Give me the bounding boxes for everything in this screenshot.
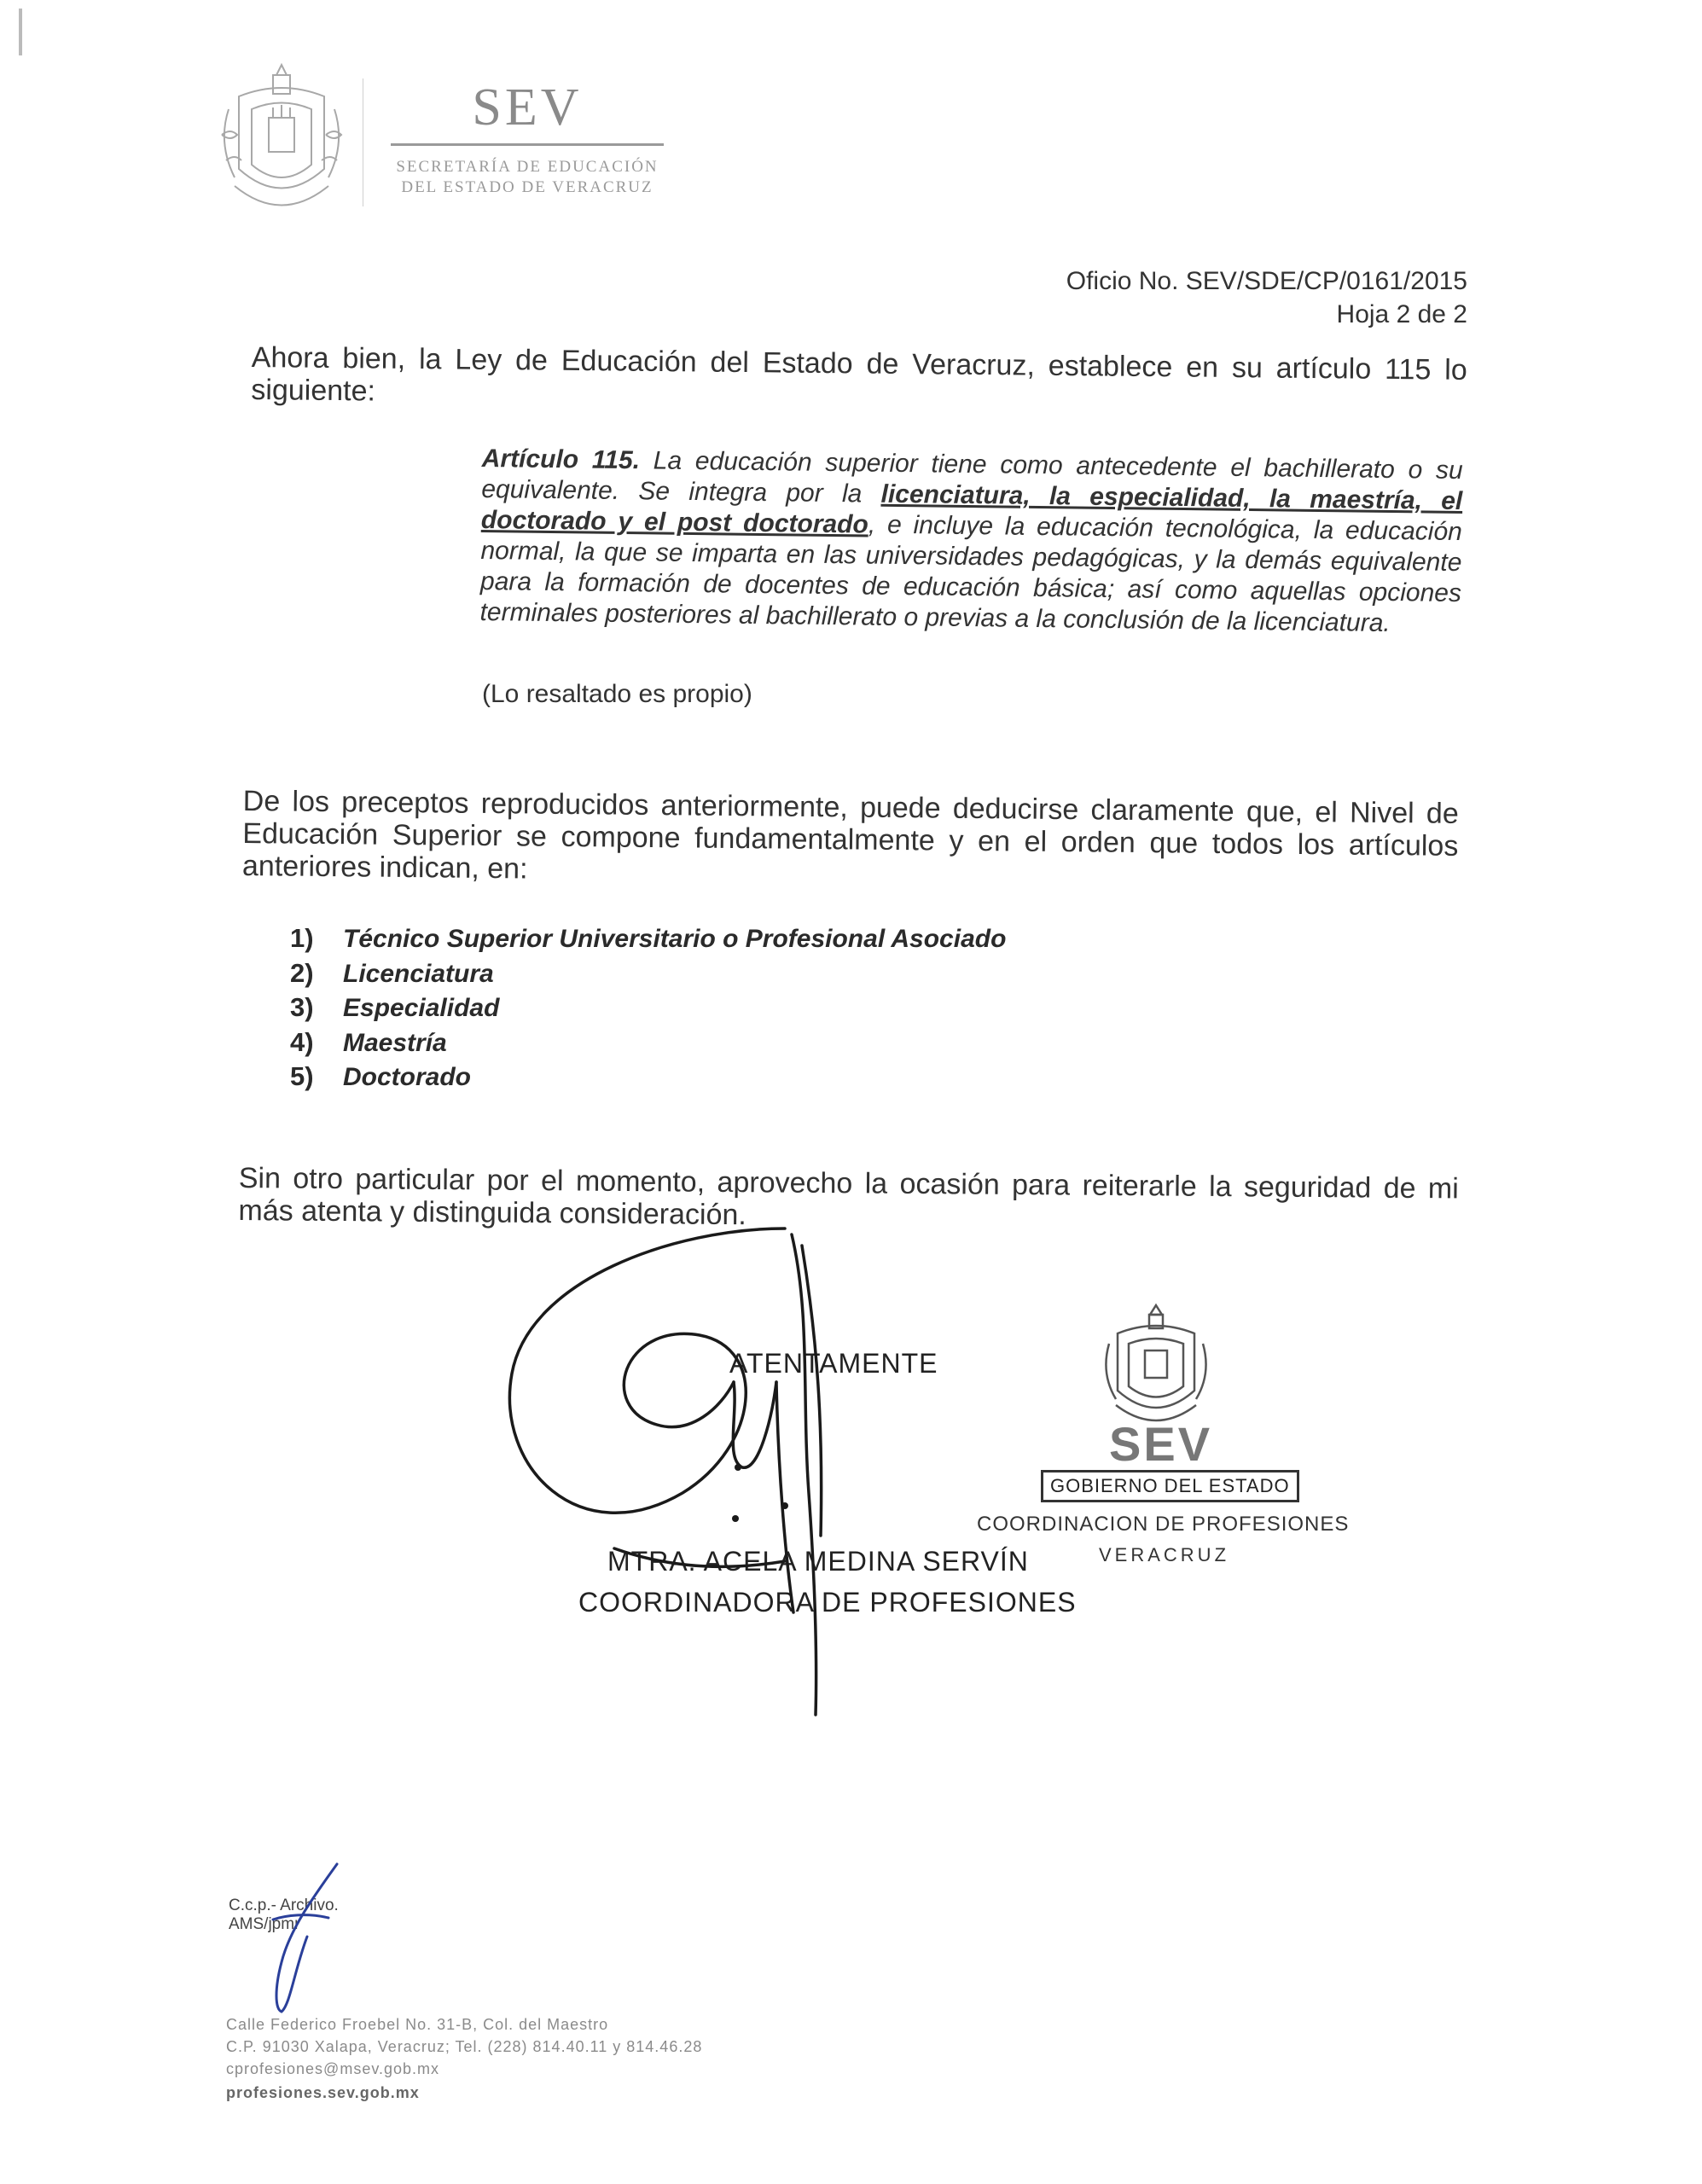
salutation: ATENTAMENTE xyxy=(729,1348,938,1379)
signer-title: COORDINADORA DE PROFESIONES xyxy=(578,1587,1077,1618)
education-levels-list xyxy=(290,921,1006,1095)
ccp-line1: C.c.p.- Archivo. xyxy=(229,1896,339,1914)
letterhead-rule xyxy=(391,143,664,146)
reference-block xyxy=(1066,264,1467,331)
list-item: 4) Maestría xyxy=(290,1026,447,1057)
stamp-government-box: GOBIERNO DEL ESTADO xyxy=(1041,1470,1299,1502)
list-item: 2) Licenciatura xyxy=(290,957,494,988)
page-number: Hoja 2 de 2 xyxy=(1336,300,1467,328)
footer-email: cprofesiones@msev.gob.mx xyxy=(226,2060,440,2077)
oficio-number: Oficio No. SEV/SDE/CP/0161/2015 xyxy=(1066,267,1467,295)
quote-text-part1: La educación superior tiene como antecedente el bachillerato o su equivalente. Se integra por la xyxy=(481,446,1463,508)
letterhead-acronym: SEV xyxy=(472,78,583,136)
list-item: 1) Técnico Superior Universitario o Profesional Asociado xyxy=(290,923,1007,953)
footer-city-phone: C.P. 91030 Xalapa, Veracruz; Tel. (228) 814.40.11 y 814.46.28 xyxy=(226,2038,703,2055)
list-item: 5) Doctorado xyxy=(290,1061,471,1091)
intro-paragraph: Ahora bien, la Ley de Educación del Estado de Veracruz, establece en su artículo 115 lo siguiente: xyxy=(251,341,1467,408)
letterhead-line1: SECRETARÍA DE EDUCACIÓN xyxy=(396,158,659,176)
footer-website: profesiones.sev.gob.mx xyxy=(226,2084,420,2101)
stamp-acronym: SEV xyxy=(1109,1417,1213,1471)
quote-highlight: licenciatura, la especialidad, la maestría, el doctorado y el post doctorado xyxy=(480,479,1463,539)
article-quote xyxy=(479,444,1463,640)
ccp-line2: AMS/jpmr xyxy=(229,1915,300,1933)
footer-address: Calle Federico Froebel No. 31-B, Col. del Maestro xyxy=(226,2016,609,2033)
signer-name: MTRA. ACELA MEDINA SERVÍN xyxy=(607,1546,1029,1577)
article-label: Artículo 115. xyxy=(481,444,641,475)
stamp-state: VERACRUZ xyxy=(1099,1544,1230,1565)
veracruz-coat-of-arms-icon xyxy=(213,58,350,224)
emphasis-note: (Lo resaltado es propio) xyxy=(482,680,752,708)
scan-edge-mark xyxy=(19,9,22,55)
letterhead-line2: DEL ESTADO DE VERACRUZ xyxy=(401,178,653,196)
closing-paragraph: Sin otro particular por el momento, aprovecho la ocasión para reiterarle la seguridad de mi más atenta y distinguida consideración. xyxy=(238,1162,1459,1232)
quote-text-part2: , e incluye la educación tecnológica, la educación normal, la que se imparta en las universidades pedagógicas, y la demás equivalente para la formación de docentes de educación básica; así como aquellas opciones terminales posteriores al bachillerato o previas a la conclusión de la licenciatura. xyxy=(479,510,1463,638)
stamp-office: COORDINACION DE PROFESIONES xyxy=(977,1513,1350,1536)
handwritten-signature xyxy=(478,1211,1126,1723)
conclusion-paragraph: De los preceptos reproducidos anteriormente, puede deducirse claramente que, el Nivel de Educación Superior se compone fundamentalmente y en el orden que todos los artículos anteriores indican, en: xyxy=(241,785,1459,886)
list-item: 3) Especialidad xyxy=(290,992,500,1022)
handwritten-initials xyxy=(256,1860,350,2013)
